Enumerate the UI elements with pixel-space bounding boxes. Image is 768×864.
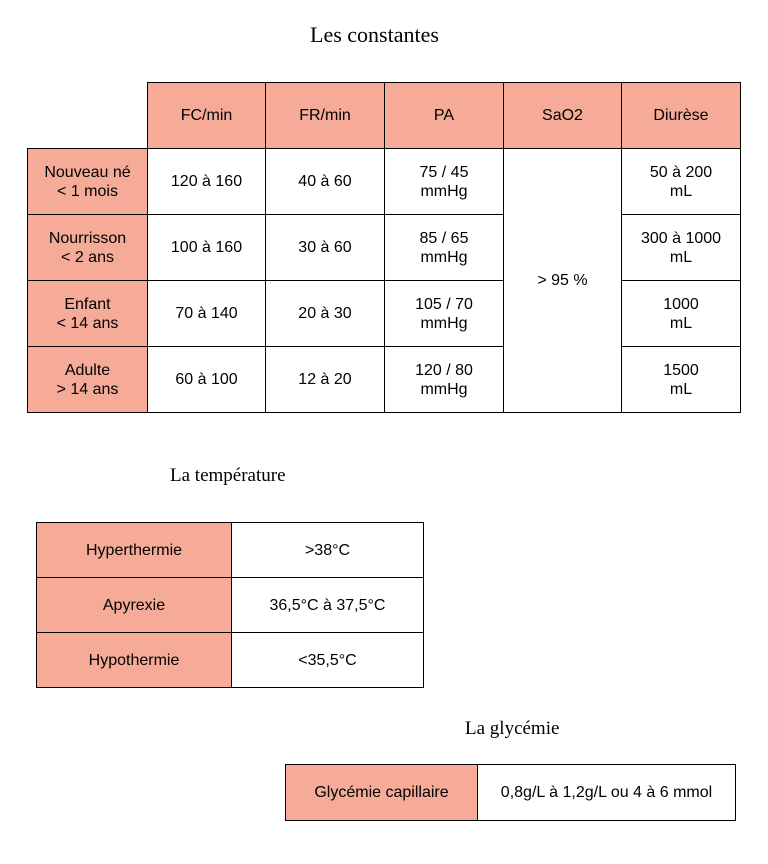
table-row bbox=[28, 281, 741, 347]
cell-fr: 12 à 20 bbox=[266, 347, 385, 413]
table-row bbox=[37, 578, 424, 633]
temp-value: >38°C bbox=[232, 523, 424, 578]
corner-cell bbox=[28, 83, 148, 149]
cell-diurese: 300 à 1000 mL bbox=[622, 215, 741, 281]
glycemia-value: 0,8g/L à 1,2g/L ou 4 à 6 mmol bbox=[478, 765, 736, 821]
table-row bbox=[286, 765, 736, 821]
cell-pa: 75 / 45 mmHg bbox=[385, 149, 504, 215]
table-row bbox=[37, 633, 424, 688]
cell-diurese: 1000 mL bbox=[622, 281, 741, 347]
temp-value: 36,5°C à 37,5°C bbox=[232, 578, 424, 633]
row-label-nourrisson: Nourrisson < 2 ans bbox=[28, 215, 148, 281]
cell-pa: 120 / 80 mmHg bbox=[385, 347, 504, 413]
cell-fc: 100 à 160 bbox=[148, 215, 266, 281]
table-row bbox=[37, 523, 424, 578]
cell-fc: 60 à 100 bbox=[148, 347, 266, 413]
table-row bbox=[28, 149, 741, 215]
cell-fc: 120 à 160 bbox=[148, 149, 266, 215]
cell-diurese: 50 à 200 mL bbox=[622, 149, 741, 215]
cell-fr: 40 à 60 bbox=[266, 149, 385, 215]
table-row bbox=[28, 215, 741, 281]
temp-label-apyrexie: Apyrexie bbox=[37, 578, 232, 633]
header-diurese: Diurèse bbox=[622, 83, 741, 149]
cell-fr: 30 à 60 bbox=[266, 215, 385, 281]
glycemia-label: Glycémie capillaire bbox=[286, 765, 478, 821]
row-label-nouveau-ne: Nouveau né < 1 mois bbox=[28, 149, 148, 215]
glycemia-table bbox=[285, 764, 736, 821]
header-fc: FC/min bbox=[148, 83, 266, 149]
glycemia-title: La glycémie bbox=[465, 718, 560, 739]
row-label-adulte: Adulte > 14 ans bbox=[28, 347, 148, 413]
temp-label-hyperthermie: Hyperthermie bbox=[37, 523, 232, 578]
temperature-title: La température bbox=[170, 465, 286, 486]
cell-pa: 85 / 65 mmHg bbox=[385, 215, 504, 281]
row-label-enfant: Enfant < 14 ans bbox=[28, 281, 148, 347]
vitals-title: Les constantes bbox=[310, 22, 439, 47]
vitals-table bbox=[27, 82, 741, 413]
cell-diurese: 1500 mL bbox=[622, 347, 741, 413]
header-sao2: SaO2 bbox=[504, 83, 622, 149]
header-fr: FR/min bbox=[266, 83, 385, 149]
cell-fc: 70 à 140 bbox=[148, 281, 266, 347]
temp-value: <35,5°C bbox=[232, 633, 424, 688]
temperature-table bbox=[36, 522, 424, 688]
table-row bbox=[28, 347, 741, 413]
header-pa: PA bbox=[385, 83, 504, 149]
vitals-header-row bbox=[28, 83, 741, 149]
cell-sao2: > 95 % bbox=[504, 149, 622, 413]
cell-pa: 105 / 70 mmHg bbox=[385, 281, 504, 347]
cell-fr: 20 à 30 bbox=[266, 281, 385, 347]
temp-label-hypothermie: Hypothermie bbox=[37, 633, 232, 688]
